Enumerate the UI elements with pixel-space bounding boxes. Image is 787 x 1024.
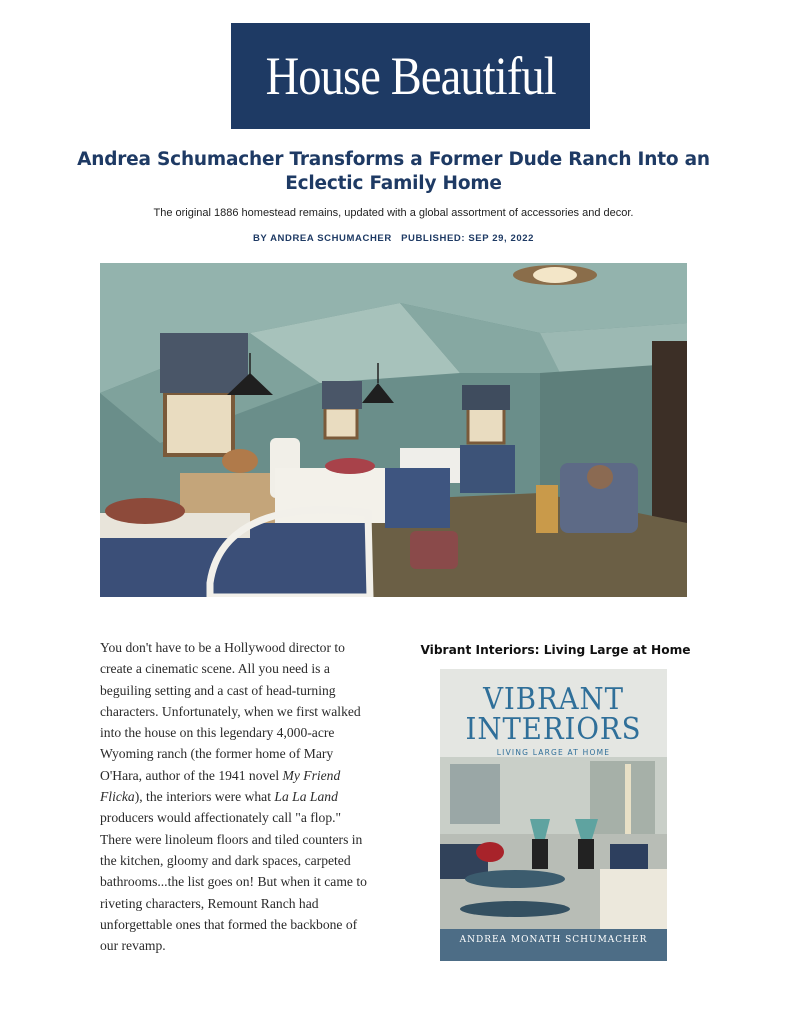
body-paragraph: [100, 637, 372, 956]
book-title-line-1: VIBRANT: [483, 682, 624, 717]
book-title-line-2: INTERIORS: [465, 712, 642, 747]
hero-image: [100, 263, 687, 597]
film-title-reference: La La Land: [274, 789, 338, 805]
body-text-3: producers would affectionately call "a flop." There were linoleum floors and tiled counters in the kitchen, gloomy and dark spaces, carpeted bathrooms...the list goes on! But when it came to riveting characters, Remount Ranch had unforgettable ones that formed the backbone of our revamp.: [100, 810, 367, 954]
masthead-logo[interactable]: [231, 23, 590, 129]
byline: [80, 233, 707, 244]
book-author: ANDREA MONATH SCHUMACHER: [459, 935, 648, 945]
logo-text: House Beautiful: [265, 46, 556, 106]
article-body: [100, 637, 372, 956]
article-dek: The original 1886 homestead remains, updated with a global assortment of accessories and decor.: [153, 207, 634, 219]
book-title-reference: My Friend Flicka: [100, 767, 341, 805]
body-text-1: You don't have to be a Hollywood director to create a cinematic scene. All you need is a beguiling setting and a cast of head-turning characters. Unfortunately, when we first walked into the house on this legendary 4,000-acre Wyoming ranch (the former home of Mary O'Hara, author of the 1941 novel: [100, 640, 361, 783]
book-heading: Vibrant Interiors: Living Large at Home: [420, 643, 691, 657]
bedroom-illustration: [100, 263, 687, 597]
book-subtitle: LIVING LARGE AT HOME: [496, 748, 611, 757]
headline-line-2: Eclectic Family Home: [285, 173, 502, 194]
publish-date: PUBLISHED: SEP 29, 2022: [401, 233, 535, 244]
article-headline: [60, 148, 727, 196]
headline-line-1: Andrea Schumacher Transforms a Former Dude Ranch Into an: [77, 149, 710, 170]
author-byline[interactable]: BY ANDREA SCHUMACHER: [252, 233, 392, 244]
body-text-2: ), the interiors were what: [134, 789, 275, 805]
book-cover-image[interactable]: [440, 669, 667, 961]
